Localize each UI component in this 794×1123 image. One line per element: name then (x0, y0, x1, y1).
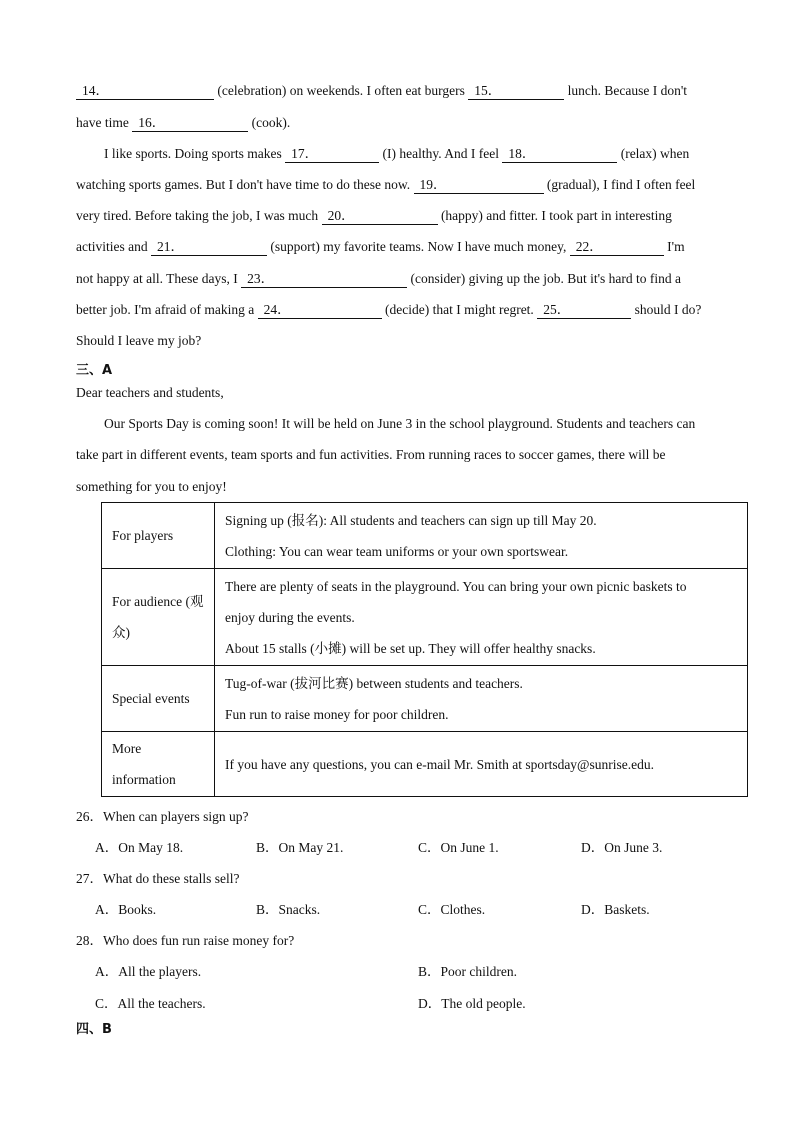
passage-text: (relax) when (620, 146, 690, 161)
passage-text: I'm (667, 239, 685, 254)
option-b[interactable]: B．Poor children. (418, 964, 517, 979)
option-b[interactable]: B．On May 21. (256, 840, 344, 855)
label-line: For audience (观 (112, 594, 204, 609)
passage-text: have time (76, 115, 129, 130)
row-label-audience (102, 569, 215, 666)
row-content (215, 732, 748, 797)
passage-text: watching sports games. But I don't have time to do these now. (76, 177, 411, 192)
letter-greeting: Dear teachers and students, (76, 385, 224, 400)
passage-line (76, 332, 201, 350)
question-stem: 26．When can players sign up? (76, 809, 249, 824)
row-label-players (102, 503, 215, 569)
passage-line (76, 176, 695, 194)
option-a[interactable]: A．On May 18. (95, 840, 184, 855)
row-content (215, 503, 748, 569)
table-row (102, 666, 748, 732)
option-d[interactable]: D．Baskets. (581, 902, 650, 917)
passage-line (76, 114, 290, 132)
label-line: More (112, 741, 142, 756)
option-d[interactable]: D．On June 3. (581, 840, 663, 855)
passage-text: activities and (76, 239, 148, 254)
content-line: Clothing: You can wear team uniforms or your own sportswear. (225, 543, 569, 559)
question-stem: 27．What do these stalls sell? (76, 871, 240, 886)
blank-23[interactable]: 23． (241, 271, 407, 288)
sports-day-info-table (101, 502, 748, 797)
label-line: For players (112, 528, 174, 543)
table-row (102, 503, 748, 569)
passage-line (76, 301, 701, 319)
content-line: If you have any questions, you can e-mail Mr. Smith at sportsday@sunrise.edu. (225, 756, 654, 772)
content-line: Signing up (报名): All students and teachers can sign up till May 20. (225, 512, 597, 528)
content-line: There are plenty of seats in the playground. You can bring your own picnic baskets to (225, 578, 687, 594)
option-a[interactable]: A．Books. (95, 902, 157, 917)
passage-line (76, 82, 687, 100)
table-row (102, 569, 748, 666)
passage-line (76, 270, 681, 288)
blank-15[interactable]: 15． (468, 83, 564, 100)
passage-text: (cook). (251, 115, 291, 130)
blank-19[interactable]: 19． (414, 177, 544, 194)
label-line: 众) (112, 625, 130, 640)
blank-22[interactable]: 22． (570, 239, 664, 256)
passage-text: I like sports. Doing sports makes (104, 146, 282, 161)
blank-24[interactable]: 24． (258, 302, 382, 319)
content-line: About 15 stalls (小摊) will be set up. They will offer healthy snacks. (225, 640, 596, 656)
row-content (215, 569, 748, 666)
letter-paragraph-line: Our Sports Day is coming soon! It will be held on June 3 in the school playground. Students and teachers can (104, 416, 696, 431)
row-label-special-events (102, 666, 215, 732)
passage-text: (gradual), I find I often feel (546, 177, 696, 192)
question-stem: 28．Who does fun run raise money for? (76, 933, 295, 948)
blank-14[interactable]: 14． (76, 83, 214, 100)
passage-text: (celebration) on weekends. I often eat burgers (217, 83, 465, 98)
section-heading: 三、A (76, 363, 113, 378)
blank-21[interactable]: 21． (151, 239, 267, 256)
blank-25[interactable]: 25． (537, 302, 631, 319)
option-d[interactable]: D．The old people. (418, 996, 526, 1011)
passage-text: (I) healthy. And I feel (382, 146, 499, 161)
letter-paragraph-line: something for you to enjoy! (76, 479, 227, 494)
option-a[interactable]: A．All the players. (95, 964, 202, 979)
passage-line (76, 238, 685, 256)
blank-20[interactable]: 20． (322, 208, 438, 225)
section-heading: 四、B (76, 1022, 112, 1037)
letter-paragraph-line: take part in different events, team sports and fun activities. From running races to soccer games, there will be (76, 447, 666, 462)
passage-text: (consider) giving up the job. But it's hard to find a (410, 271, 681, 286)
passage-text: very tired. Before taking the job, I was much (76, 208, 319, 223)
content-line: Fun run to raise money for poor children. (225, 706, 449, 722)
passage-text: (decide) that I might regret. (385, 302, 534, 317)
passage-text: Should I leave my job? (76, 333, 202, 348)
option-c[interactable]: C．All the teachers. (95, 996, 206, 1011)
passage-line (104, 145, 689, 163)
passage-line (76, 207, 672, 225)
label-line: Special events (112, 691, 190, 706)
option-c[interactable]: C．On June 1. (418, 840, 499, 855)
passage-text: should I do? (634, 302, 702, 317)
option-c[interactable]: C．Clothes. (418, 902, 486, 917)
blank-17[interactable]: 17． (285, 146, 379, 163)
passage-text: not happy at all. These days, I (76, 271, 238, 286)
content-line: enjoy during the events. (225, 609, 355, 625)
passage-text: (happy) and fitter. I took part in interesting (440, 208, 672, 223)
passage-text: (support) my favorite teams. Now I have much money, (270, 239, 567, 254)
blank-16[interactable]: 16． (132, 115, 248, 132)
content-line: Tug-of-war (拔河比赛) between students and teachers. (225, 675, 523, 691)
label-line: information (112, 772, 176, 787)
option-b[interactable]: B．Snacks. (256, 902, 321, 917)
blank-18[interactable]: 18． (502, 146, 617, 163)
passage-text: lunch. Because I don't (567, 83, 688, 98)
row-content (215, 666, 748, 732)
row-label-more-information (102, 732, 215, 797)
passage-text: better job. I'm afraid of making a (76, 302, 255, 317)
table-row (102, 732, 748, 797)
